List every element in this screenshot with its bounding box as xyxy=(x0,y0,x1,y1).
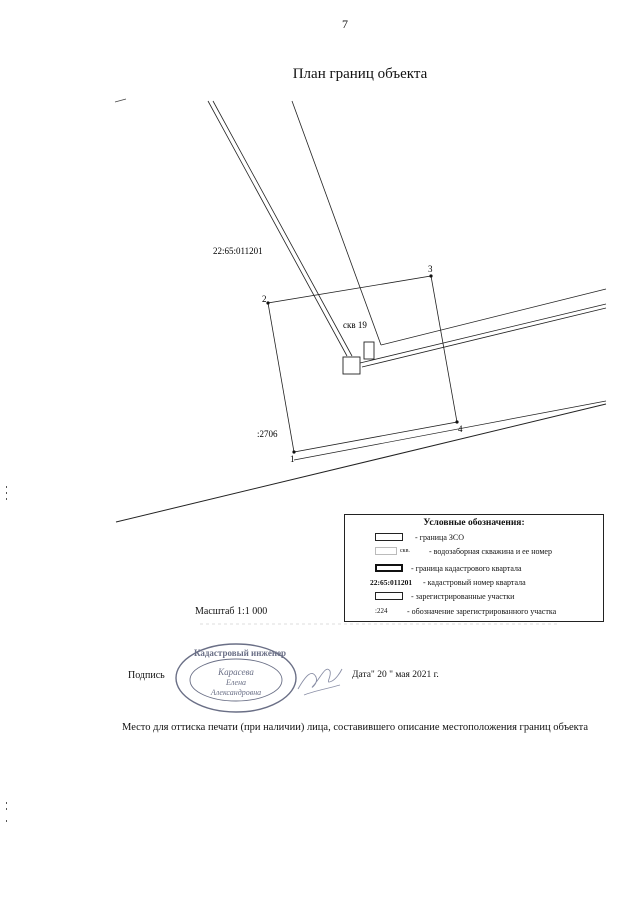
stamp-surname: Карасева xyxy=(218,667,254,677)
legend-text-zso: - граница ЗСО xyxy=(415,533,465,542)
quarter-boundary-swatch xyxy=(375,564,403,572)
scale-label: Масштаб 1:1 000 xyxy=(195,606,268,617)
legend-text-quarter-boundary: - граница кадастрового квартала xyxy=(411,564,522,573)
stamp-title: Кадастровый инженер xyxy=(193,648,287,658)
quarter-boundary-thin xyxy=(294,401,606,460)
zso-boundary-left xyxy=(292,101,381,345)
legend-row-registered-label xyxy=(345,607,603,619)
legend-row-quarter-number xyxy=(345,578,603,590)
stamp-first-name: Елена xyxy=(225,678,247,687)
margin-tick xyxy=(6,820,7,822)
engineer-stamp xyxy=(172,640,302,715)
legend-row-well xyxy=(345,547,603,559)
margin-tick xyxy=(6,492,7,494)
point-2-marker xyxy=(266,301,269,304)
stamp-place-label: Место для оттиска печати (при наличии) лица, составившего описание местоположения границ объекта xyxy=(122,722,589,733)
legend-sample-quarter-number: 22:65:011201 xyxy=(370,578,413,587)
quarter-number-label: 22:65:011201 xyxy=(213,246,263,256)
well-number-label: скв 19 xyxy=(343,320,367,330)
margin-tick xyxy=(6,498,7,500)
margin-tick xyxy=(6,808,7,810)
road-line-left-b xyxy=(213,101,352,356)
legend-text-quarter-number: - кадастровый номер квартала xyxy=(423,578,526,587)
legend-row-zso xyxy=(345,533,603,545)
legend-text-registered: - зарегистрированные участки xyxy=(411,592,515,601)
well-swatch xyxy=(375,547,397,555)
zso-boundary-bottom-a xyxy=(360,304,606,363)
date-label: Дата" 20 " мая 2021 г. xyxy=(352,670,439,680)
point-4-label: 4 xyxy=(458,424,463,434)
legend-row-quarter-boundary xyxy=(345,564,603,576)
margin-tick xyxy=(6,486,7,488)
quarter-boundary-line xyxy=(116,404,606,522)
legend-text-registered-label: - обозначение зарегистрированного участка xyxy=(407,607,557,616)
point-3-label: 3 xyxy=(428,264,433,274)
parcel-boundary xyxy=(268,276,457,452)
zso-boundary-bottom-b xyxy=(362,308,606,367)
page-number: 7 xyxy=(342,17,348,31)
point-3-marker xyxy=(429,274,432,277)
registered-swatch xyxy=(375,592,403,600)
margin-tick xyxy=(6,802,7,804)
handwritten-signature xyxy=(294,655,346,699)
page-title: План границ объекта xyxy=(292,66,428,82)
legend-box xyxy=(344,514,604,622)
legend-text-well: - водозаборная скважина и ее номер xyxy=(429,547,552,556)
legend-row-registered xyxy=(345,592,603,604)
legend-title: Условные обозначения: xyxy=(423,518,525,528)
legend-sample-well: скв. xyxy=(400,548,410,554)
legend-sample-registered-label: :224 xyxy=(375,607,388,615)
corner-mark xyxy=(115,99,126,102)
zso-swatch xyxy=(375,533,403,541)
point-1-label: 1 xyxy=(290,454,295,464)
well-rect-icon xyxy=(364,342,374,359)
well-square-icon xyxy=(343,357,360,374)
signature-label: Подпись xyxy=(128,670,165,681)
road-line-left-a xyxy=(208,101,347,356)
stamp-patronymic: Александровна xyxy=(210,688,262,697)
parcel-number-label: :2706 xyxy=(257,429,278,439)
zso-boundary-top xyxy=(381,289,606,345)
point-2-label: 2 xyxy=(262,294,267,304)
